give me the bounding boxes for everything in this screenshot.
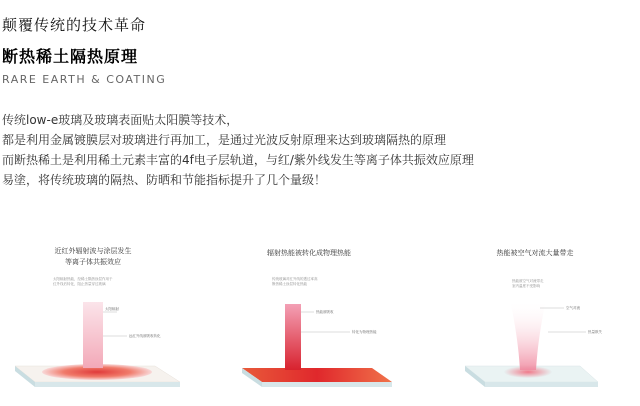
subtitle-en: RARE EARTH & COATING xyxy=(2,73,167,86)
title-line2: 断热稀土隔热原理 xyxy=(2,47,139,66)
intro-paragraph xyxy=(2,110,522,190)
panel-3 xyxy=(440,232,640,402)
panel-2-diagram xyxy=(222,292,422,402)
panel-2-note: 传统玻璃对红外线的透过率高 断热稀土涂层转化热能 xyxy=(272,277,318,286)
panel-1-label-b: 远红外线被吸收转化 xyxy=(129,334,161,338)
panel-3-label-b: 热量散失 xyxy=(588,330,602,334)
panel-2-label-a: 热能被吸收 xyxy=(316,310,334,314)
panel-1 xyxy=(5,232,205,402)
panel-1-diagram xyxy=(5,292,205,402)
panel-1-title: 近红外辐射波与涂层发生 等离子体共振效应 xyxy=(54,247,132,266)
panel-3-title: 热能被空气对流大量带走 xyxy=(496,249,574,257)
panel-3-note: 热能被空气对流带走 室内温度不受影响 xyxy=(512,279,544,288)
panel-1-note: 太阳辐射热能，经稀土隔热涂层作用于 红外线后转化，阻止热量穿过玻璃 xyxy=(53,277,113,286)
panel-2 xyxy=(222,232,422,402)
panel-3-diagram xyxy=(440,292,640,402)
panel-2-title: 辐射热能被转化成物理热能 xyxy=(267,249,351,257)
title-line1: 颠覆传统的技术革命 xyxy=(2,16,147,34)
panel-2-label-b: 转化为物理热能 xyxy=(352,330,377,334)
intro-line: 易塗，将传统玻璃的隔热、防晒和节能指标提升了几个量级！ xyxy=(2,173,327,187)
intro-line: 而断热稀土是利用稀土元素丰富的4f电子层轨道，与红/紫外线发生等离子体共振效应原理 xyxy=(2,153,474,167)
panel-1-label-a: 太阳辐射 xyxy=(105,307,119,311)
panel-3-label-a: 空气对流 xyxy=(566,306,580,310)
intro-line: 传统low-e玻璃及玻璃表面贴太阳膜等技术， xyxy=(2,113,239,127)
intro-line: 都是利用金属镀膜层对玻璃进行再加工，是通过光波反射原理来达到玻璃隔热的原理 xyxy=(2,133,447,147)
